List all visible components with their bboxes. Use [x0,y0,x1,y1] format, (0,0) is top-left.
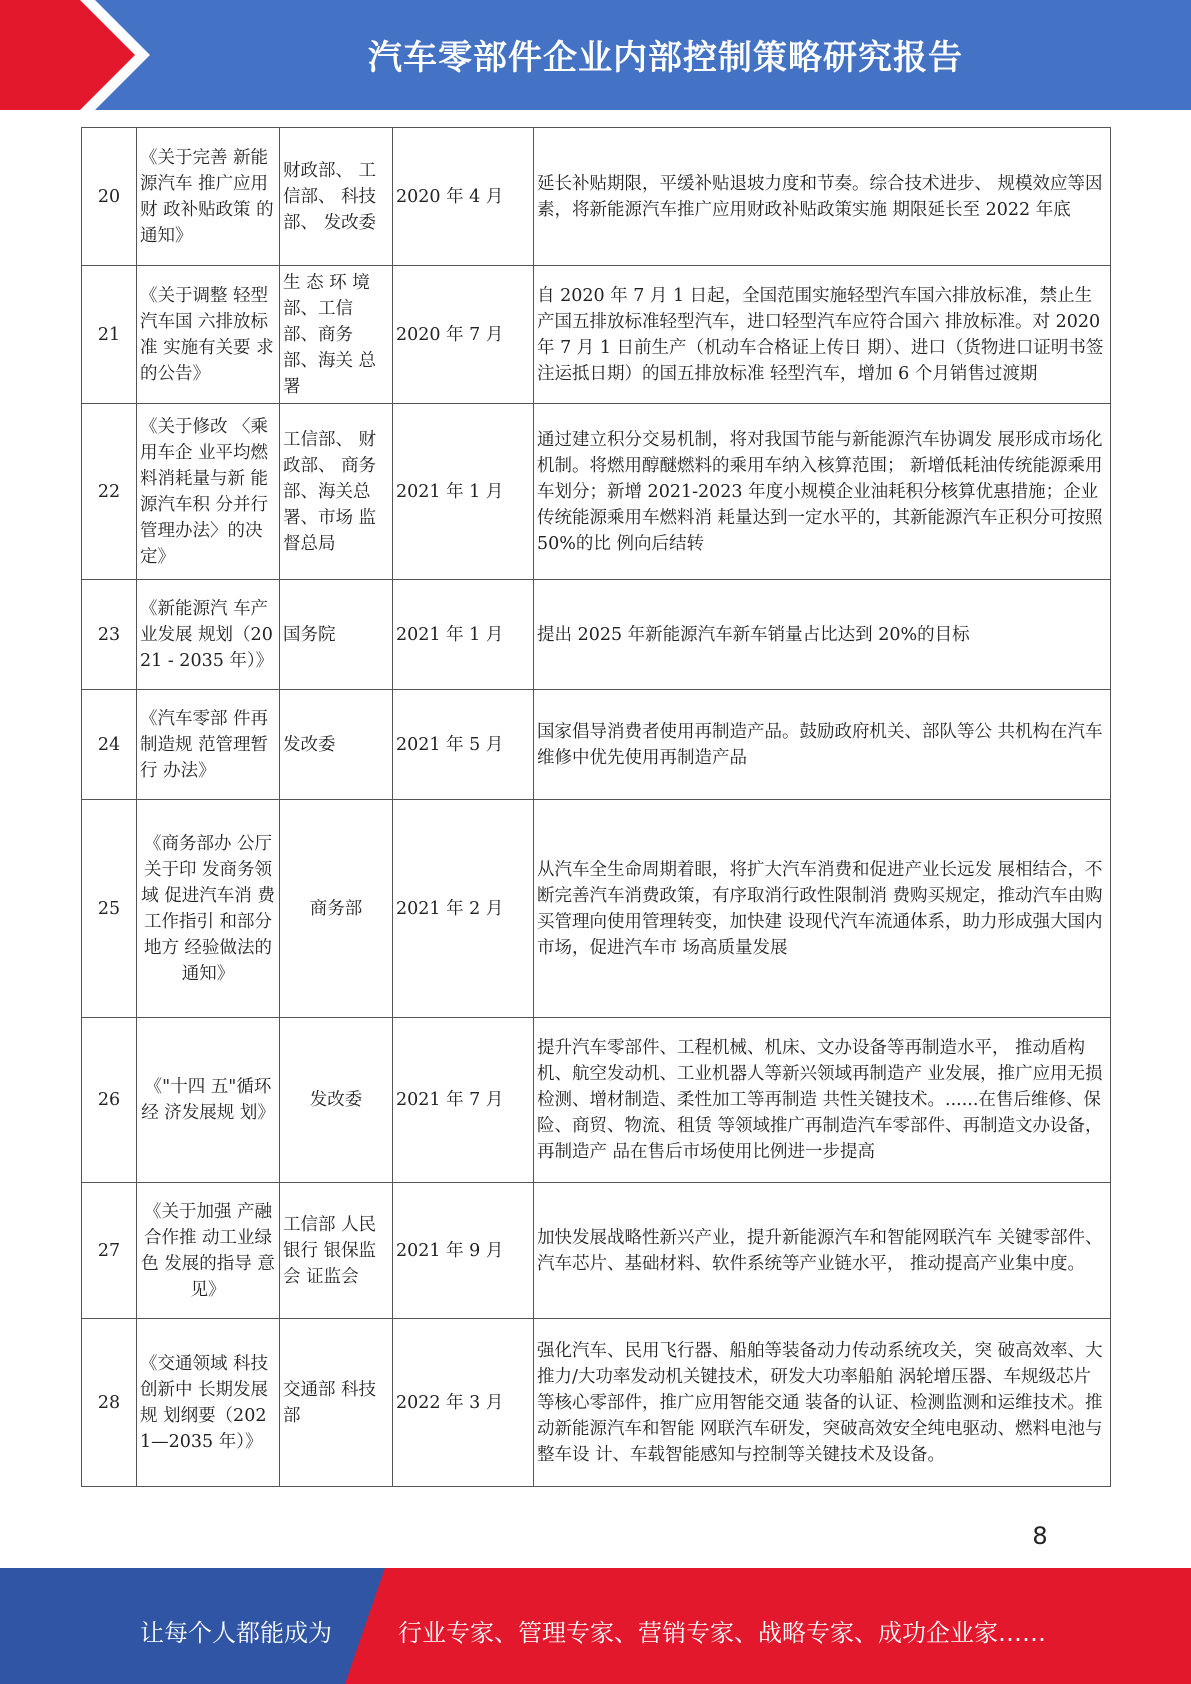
issuing-department: 交通部 科技部 [280,1319,393,1487]
issuing-department: 发改委 [280,1018,393,1183]
issuing-department: 工信部、 财政部、 商务部、海关总署、市场 监督总局 [280,404,393,580]
issue-date: 2021 年 5 月 [393,690,534,800]
policy-table-body [82,128,1111,1487]
issue-date: 2020 年 4 月 [393,128,534,266]
row-number: 20 [82,128,137,266]
row-number: 21 [82,266,137,404]
table-row [82,1018,1111,1183]
issue-date: 2021 年 1 月 [393,404,534,580]
table-row [82,1319,1111,1487]
policy-name: 《关于修改 〈乘用车企 业平均燃料消耗量与新 能源汽车积 分并行管理办法〉的决 定》 [137,404,280,580]
policy-name: 《"十四 五"循环经 济发展规 划》 [137,1018,280,1183]
issue-date: 2021 年 2 月 [393,800,534,1018]
policy-name: 《关于完善 新能源汽车 推广应用财 政补贴政策 的通知》 [137,128,280,266]
row-number: 25 [82,800,137,1018]
row-number: 26 [82,1018,137,1183]
policy-content: 国家倡导消费者使用再制造产品。鼓励政府机关、部队等公 共机构在汽车维修中优先使用再制造产品 [534,690,1111,800]
row-number: 28 [82,1319,137,1487]
row-number: 22 [82,404,137,580]
table-row [82,128,1111,266]
issuing-department: 商务部 [280,800,393,1018]
policy-name: 《商务部办 公厅关于印 发商务领域 促进汽车消 费工作指引 和部分地方 经验做法的 通知》 [137,800,280,1018]
issue-date: 2021 年 9 月 [393,1183,534,1319]
table-row [82,690,1111,800]
issuing-department: 工信部 人民银行 银保监会 证监会 [280,1183,393,1319]
page-footer [0,1568,1191,1684]
table-row [82,266,1111,404]
issuing-department: 财政部、 工信部、 科技部、 发改委 [280,128,393,266]
row-number: 24 [82,690,137,800]
footer-slogan-right: 行业专家、管理专家、营销专家、战略专家、成功企业家…… [398,1619,1046,1647]
issue-date: 2021 年 1 月 [393,580,534,690]
issuing-department: 生 态 环 境部、工信 部、商务 部、海关 总署 [280,266,393,404]
policy-content: 提出 2025 年新能源汽车新车销量占比达到 20%的目标 [534,580,1111,690]
issue-date: 2020 年 7 月 [393,266,534,404]
page-header [0,0,1191,110]
table-row [82,580,1111,690]
footer-slogan-left: 让每个人都能成为 [140,1619,332,1647]
policy-name: 《交通领域 科技创新中 长期发展规 划纲要（2021—2035 年）》 [137,1319,280,1487]
policy-name: 《关于调整 轻型汽车国 六排放标准 实施有关要 求的公告》 [137,266,280,404]
policy-content: 自 2020 年 7 月 1 日起，全国范围实施轻型汽车国六排放标准，禁止生产国五排放标准轻型汽车，进口轻型汽车应符合国六 排放标准。对 2020 年 7 月 1 日前生产（机动车合格证上传日 期）、进口（货物进口证明书签注运抵日期）的国五排放标准 轻型汽车，增加 6 个月销售过渡期 [534,266,1111,404]
policy-content: 通过建立积分交易机制，将对我国节能与新能源汽车协调发 展形成市场化机制。将燃用醇醚燃料的乘用车纳入核算范围； 新增低耗油传统能源乘用车划分；新增 2021-2023 年度小规模企业油耗积分核算优惠措施；企业传统能源乘用车燃料消 耗量达到一定水平的，其新能源汽车正积分可按照 50%的比 例向后结转 [534,404,1111,580]
issue-date: 2022 年 3 月 [393,1319,534,1487]
page-number: 8 [1032,1522,1048,1550]
issuing-department: 发改委 [280,690,393,800]
policy-content: 从汽车全生命周期着眼，将扩大汽车消费和促进产业长远发 展相结合，不断完善汽车消费政策，有序取消行政性限制消 费购买规定，推动汽车由购买管理向使用管理转变，加快建 设现代汽车流通体系，助力形成强大国内市场，促进汽车市 场高质量发展 [534,800,1111,1018]
policy-content: 加快发展战略性新兴产业，提升新能源汽车和智能网联汽车 关键零部件、汽车芯片、基础材料、软件系统等产业链水平， 推动提高产业集中度。 [534,1183,1111,1319]
row-number: 27 [82,1183,137,1319]
policy-name: 《新能源汽 车产业发展 规划（2021 - 2035 年）》 [137,580,280,690]
issue-date: 2021 年 7 月 [393,1018,534,1183]
policy-content: 延长补贴期限，平缓补贴退坡力度和节奏。综合技术进步、 规模效应等因素，将新能源汽车推广应用财政补贴政策实施 期限延长至 2022 年底 [534,128,1111,266]
table-row [82,404,1111,580]
policy-content: 提升汽车零部件、工程机械、机床、文办设备等再制造水平， 推动盾构机、航空发动机、工业机器人等新兴领域再制造产 业发展，推广应用无损检测、增材制造、柔性加工等再制造 共性关键技术。......在售后维修、保险、商贸、物流、租赁 等领域推广再制造汽车零部件、再制造文办设备，再制造产 品在售后市场使用比例进一步提高 [534,1018,1111,1183]
table-row [82,1183,1111,1319]
policy-name: 《关于加强 产融合作推 动工业绿色 发展的指导 意见》 [137,1183,280,1319]
policy-table [81,127,1111,1487]
row-number: 23 [82,580,137,690]
policy-content: 强化汽车、民用飞行器、船舶等装备动力传动系统攻关，突 破高效率、大推力/大功率发动机关键技术，研发大功率船舶 涡轮增压器、车规级芯片等核心零部件，推广应用智能交通 装备的认证、检测监测和运维技术。推动新能源汽车和智能 网联汽车研发，突破高效安全纯电驱动、燃料电池与整车设 计、车载智能感知与控制等关键技术及设备。 [534,1319,1111,1487]
issuing-department: 国务院 [280,580,393,690]
report-title: 汽车零部件企业内部控制策略研究报告 [368,38,963,78]
table-row [82,800,1111,1018]
policy-name: 《汽车零部 件再制造规 范管理暂行 办法》 [137,690,280,800]
